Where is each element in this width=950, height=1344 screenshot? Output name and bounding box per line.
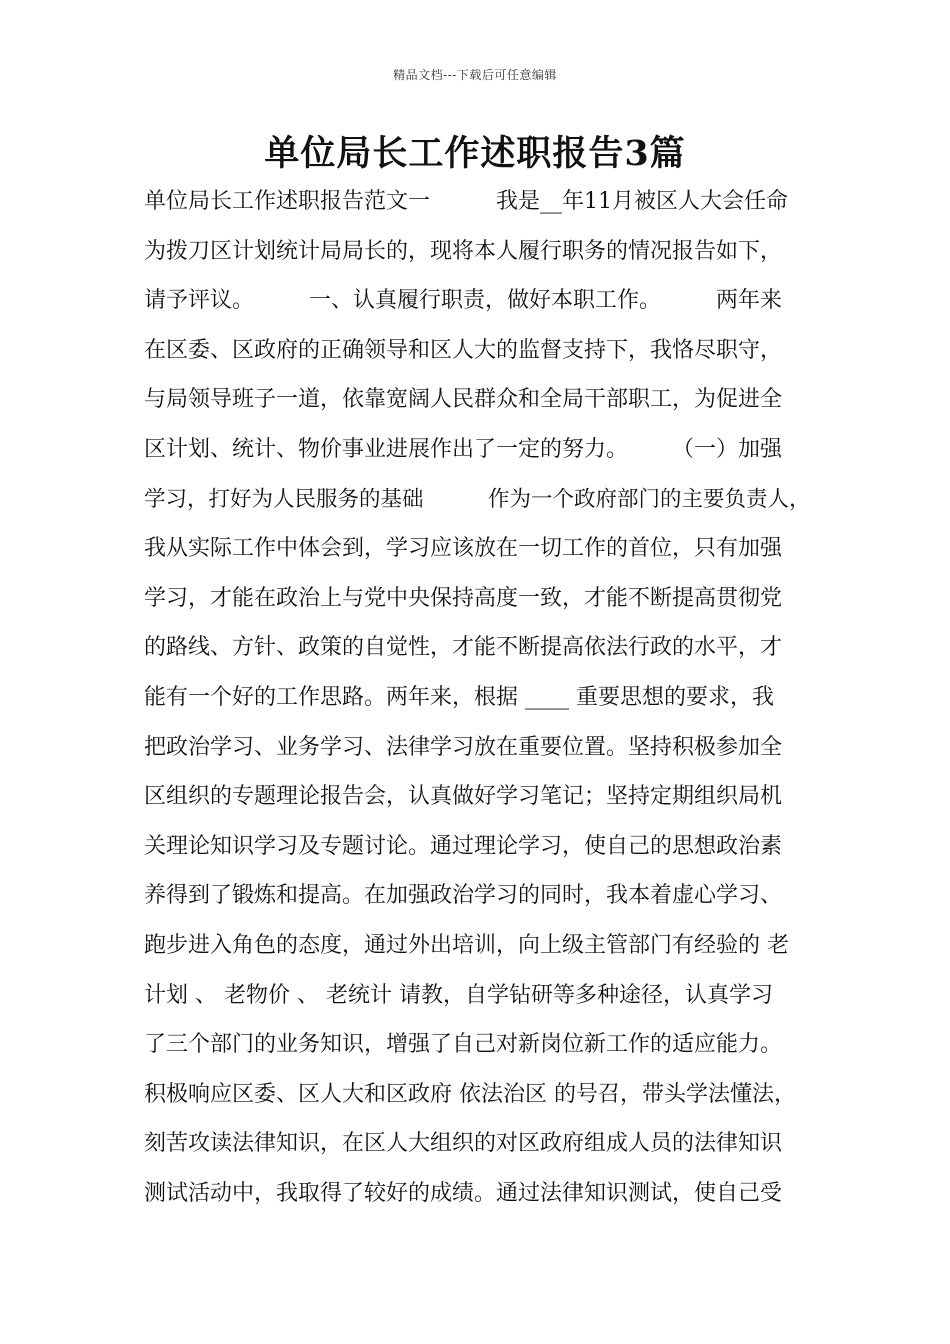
body-line: 为拨刀区计划统计局局长的，现将本人履行职务的情况报告如下， [144,238,783,264]
body-line: 养得到了锻炼和提高。在加强政治学习的同时，我本着虚心学习、 [144,883,783,909]
body-text [144,177,814,1218]
body-line: 关理论知识学习及专题讨论。通过理论学习，使自己的思想政治素 [144,833,783,859]
body-line: 刻苦攻读法律知识，在区人大组织的对区政府组成人员的法律知识 [144,1131,783,1157]
body-line: 学习，才能在政治上与党中央保持高度一致，才能不断提高贯彻党 [144,585,783,611]
body-line: 请予评议。 一、认真履行职责，做好本职工作。 两年来 [144,288,783,314]
body-line: 了三个部门的业务知识，增强了自己对新岗位新工作的适应能力。 [144,1032,783,1058]
body-line: 与局领导班子一道，依靠宽阔人民群众和全局干部职工，为促进全 [144,387,783,413]
body-line: 区组织的专题理论报告会，认真做好学习笔记；坚持定期组织局机 [144,784,783,810]
body-line: 我从实际工作中体会到，学习应该放在一切工作的首位，只有加强 [144,536,783,562]
body-line: 学习，打好为人民服务的基础 作为一个政府部门的主要负责人， [144,486,811,512]
body-line: 测试活动中，我取得了较好的成绩。通过法律知识测试，使自己受 [144,1180,783,1206]
body-line: 计划 、 老物价 、 老统计 请教，自学钻研等多种途径，认真学习 [144,982,773,1008]
document-title: 单位局长工作述职报告3篇 [264,133,686,174]
header-note: 精品文档---下载后可任意编辑 [393,68,557,82]
body-line: 单位局长工作述职报告范文一 我是__年11月被区人大会任命 [144,189,788,214]
body-line: 的路线、方针、政策的自觉性，才能不断提高依法行政的水平，才 [144,635,783,661]
body-line: 区计划、统计、物价事业进展作出了一定的努力。 （一）加强 [144,436,783,462]
body-line: 积极响应区委、区人大和区政府 依法治区 的号召，带头学法懂法， [144,1081,796,1107]
body-line: 能有一个好的工作思路。两年来，根据 ____ 重要思想的要求，我 [144,684,774,710]
body-line: 在区委、区政府的正确领导和区人大的监督支持下，我恪尽职守， [144,337,783,363]
body-line: 把政治学习、业务学习、法律学习放在重要位置。坚持积极参加全 [144,734,783,760]
body-line: 跑步进入角色的态度，通过外出培训，向上级主管部门有经验的 老 [144,932,789,958]
